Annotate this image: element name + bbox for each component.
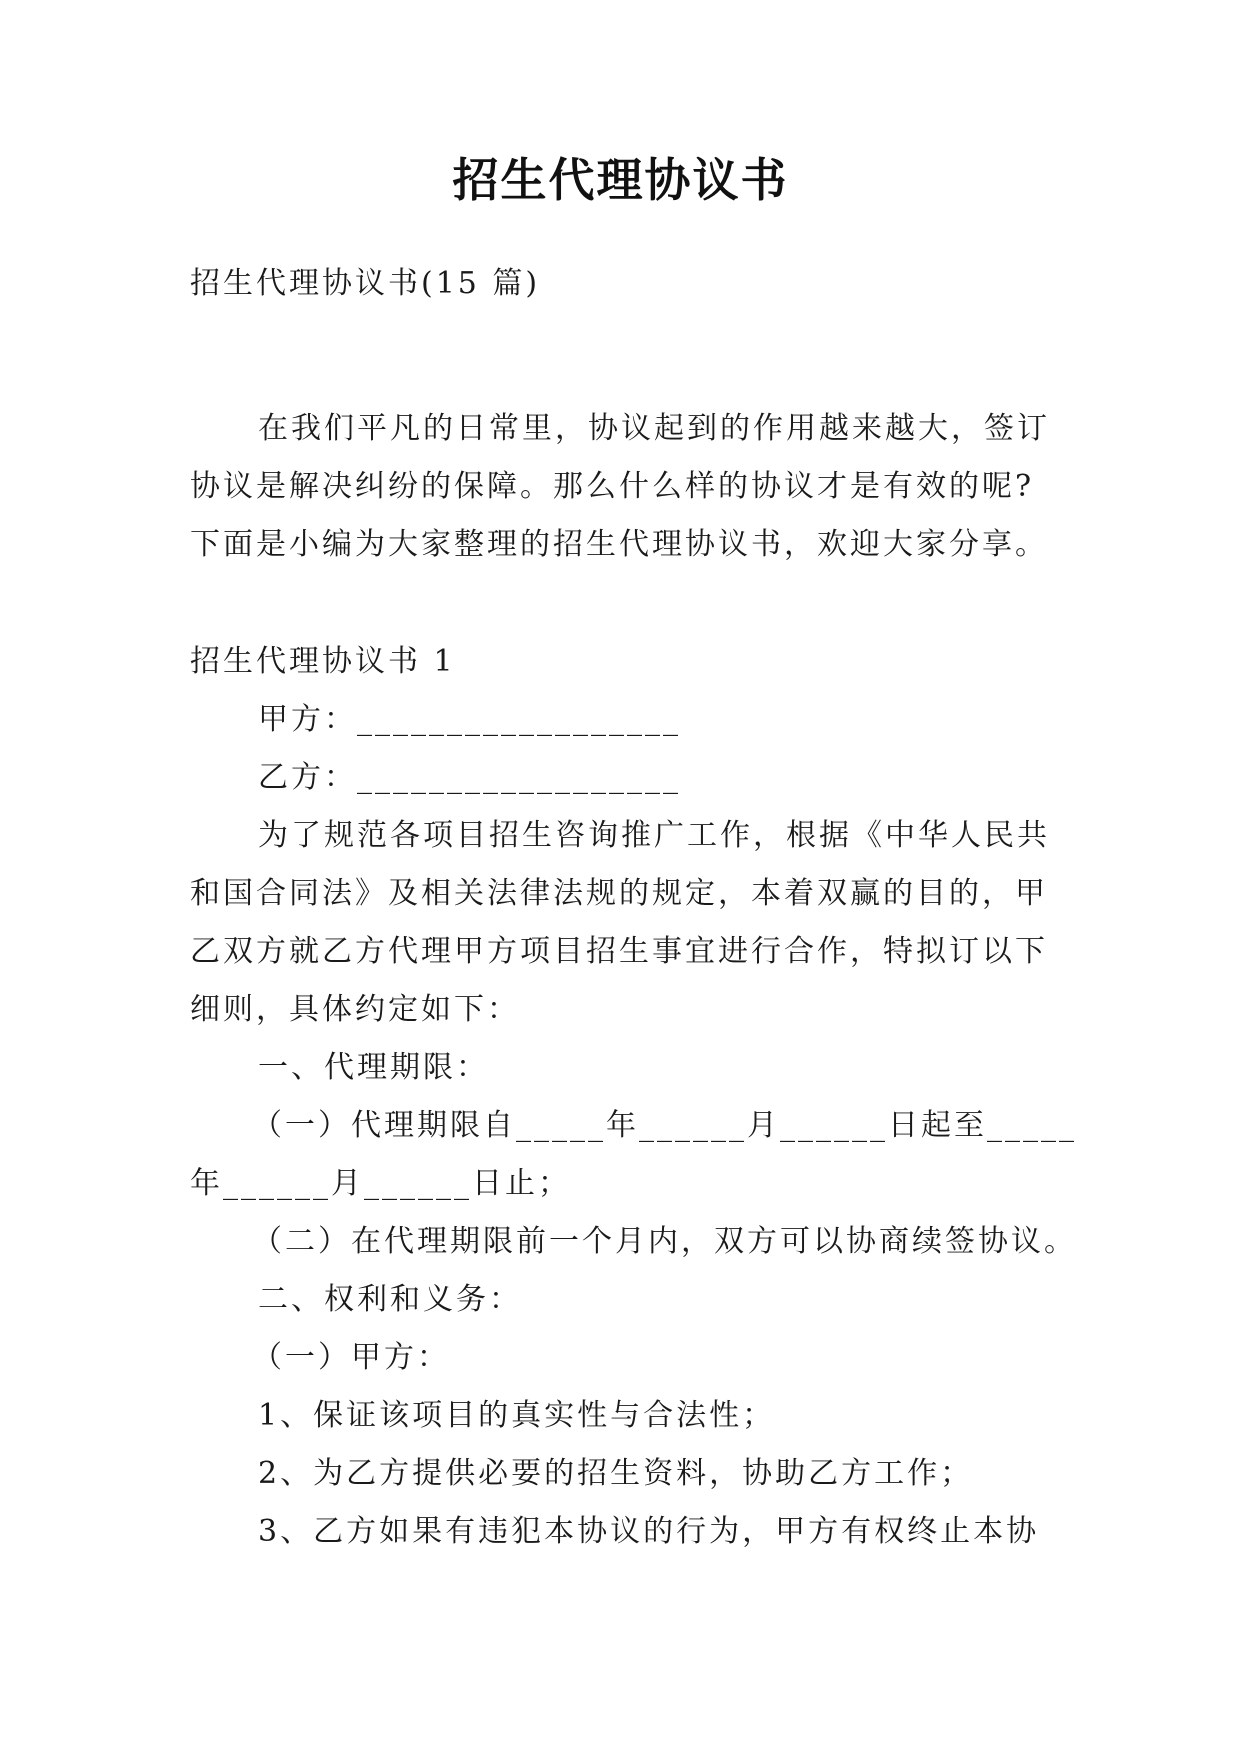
clause-line-2: 年______月______日止； [190, 1166, 571, 1201]
intro-line-2: 协议是解决纠纷的保障。那么什么样的协议才是有效的呢? [190, 469, 1035, 504]
body-line-4: 细则，具体约定如下： [190, 992, 520, 1027]
subtitle-line: 招生代理协议书(15 篇) [190, 266, 541, 301]
clause-line-1: （一）代理期限自_____年______月______日起至_____ [252, 1108, 1077, 1143]
item-line-3: 3、乙方如果有违犯本协议的行为，甲方有权终止本协 [258, 1514, 1040, 1549]
body-line-3: 乙双方就乙方代理甲方项目招生事宜进行合作，特拟订以下 [190, 934, 1048, 969]
body-line-1: 为了规范各项目招生咨询推广工作，根据《中华人民共 [258, 818, 1050, 853]
party-b-line: 乙方：__________________ [258, 760, 681, 795]
document-title: 招生代理协议书 [452, 153, 789, 207]
intro-line-1: 在我们平凡的日常里，协议起到的作用越来越大，签订 [258, 411, 1050, 446]
item-line-2: 2、为乙方提供必要的招生资料，协助乙方工作； [258, 1456, 974, 1491]
item-line-1: 1、保证该项目的真实性与合法性； [258, 1398, 776, 1433]
body-line-2: 和国合同法》及相关法律法规的规定，本着双赢的目的，甲 [190, 876, 1048, 911]
section-heading: 招生代理协议书 1 [190, 644, 456, 679]
party-a-line: 甲方：__________________ [258, 702, 681, 737]
sub-heading: （一）甲方： [252, 1340, 450, 1375]
clause-line-3: （二）在代理期限前一个月内，双方可以协商续签协议。 [252, 1224, 1077, 1259]
intro-line-3: 下面是小编为大家整理的招生代理协议书，欢迎大家分享。 [190, 527, 1048, 562]
clause-heading-2: 二、权利和义务： [258, 1282, 522, 1317]
clause-heading-1: 一、代理期限： [258, 1050, 489, 1085]
